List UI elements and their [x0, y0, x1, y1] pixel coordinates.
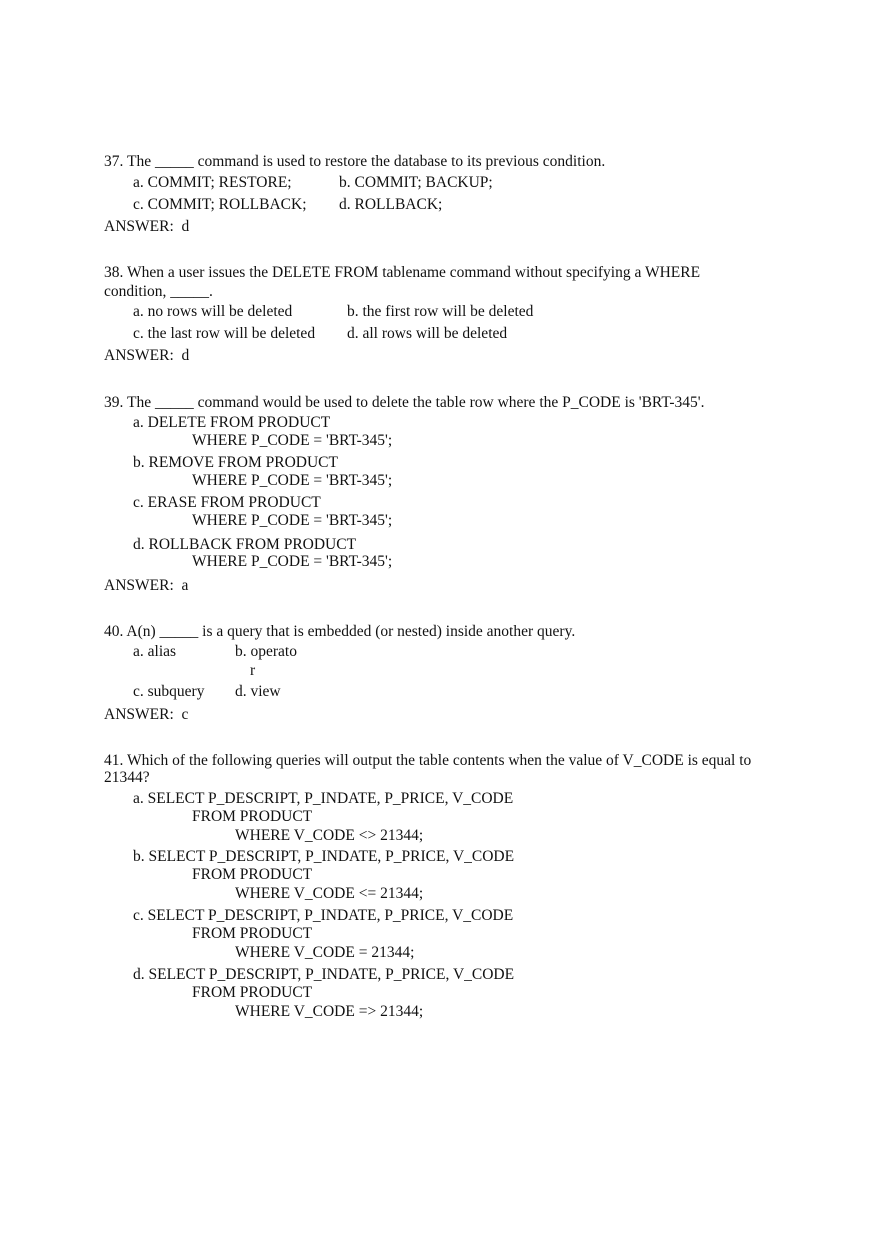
- option-c: c. ERASE FROM PRODUCT: [133, 494, 321, 511]
- option-c-where: WHERE P_CODE = 'BRT-345';: [192, 512, 393, 529]
- question-stem: 39. The _____ command would be used to delete the table row where the P_CODE is 'BRT-345'.: [104, 394, 705, 411]
- option-d: d. ROLLBACK;: [339, 196, 443, 213]
- option-b: b. operato: [235, 643, 297, 660]
- option-b-where: WHERE P_CODE = 'BRT-345';: [192, 472, 393, 489]
- option-b: b. the first row will be deleted: [347, 303, 534, 320]
- option-d: d. ROLLBACK FROM PRODUCT: [133, 536, 357, 553]
- option-c-from: FROM PRODUCT: [192, 925, 313, 942]
- option-c-where: WHERE V_CODE = 21344;: [235, 944, 415, 961]
- option-b: b. REMOVE FROM PRODUCT: [133, 454, 338, 471]
- option-b-wrap: r: [250, 662, 256, 679]
- option-c: c. subquery: [133, 683, 205, 700]
- option-d: d. SELECT P_DESCRIPT, P_INDATE, P_PRICE, V_CODE: [133, 966, 515, 983]
- answer: ANSWER: d: [104, 218, 190, 235]
- question-stem: 40. A(n) _____ is a query that is embedded (or nested) inside another query.: [104, 623, 576, 640]
- question-stem: 38. When a user issues the DELETE FROM tablename command without specifying a WHERE: [104, 264, 701, 281]
- answer: ANSWER: d: [104, 347, 190, 364]
- option-d-where: WHERE V_CODE => 21344;: [235, 1003, 424, 1020]
- answer: ANSWER: c: [104, 706, 189, 723]
- option-a-where: WHERE P_CODE = 'BRT-345';: [192, 432, 393, 449]
- option-c: c. the last row will be deleted: [133, 325, 316, 342]
- option-b: b. COMMIT; BACKUP;: [339, 174, 493, 191]
- option-d: d. view: [235, 683, 281, 700]
- option-b-where: WHERE V_CODE <= 21344;: [235, 885, 424, 902]
- option-a-from: FROM PRODUCT: [192, 808, 313, 825]
- option-a-where: WHERE V_CODE <> 21344;: [235, 827, 424, 844]
- question-stem-cont: 21344?: [104, 769, 150, 786]
- option-c: c. COMMIT; ROLLBACK;: [133, 196, 307, 213]
- option-a: a. alias: [133, 643, 177, 660]
- question-stem: 41. Which of the following queries will output the table contents when the value of V_CODE is equal to: [104, 752, 752, 769]
- option-a: a. SELECT P_DESCRIPT, P_INDATE, P_PRICE, V_CODE: [133, 790, 514, 807]
- option-b-from: FROM PRODUCT: [192, 866, 313, 883]
- option-d-where: WHERE P_CODE = 'BRT-345';: [192, 553, 393, 570]
- option-d: d. all rows will be deleted: [347, 325, 508, 342]
- option-a: a. COMMIT; RESTORE;: [133, 174, 292, 191]
- option-c: c. SELECT P_DESCRIPT, P_INDATE, P_PRICE, V_CODE: [133, 907, 514, 924]
- option-a: a. DELETE FROM PRODUCT: [133, 414, 331, 431]
- answer: ANSWER: a: [104, 577, 189, 594]
- option-d-from: FROM PRODUCT: [192, 984, 313, 1001]
- question-stem-cont: condition, _____.: [104, 283, 213, 300]
- question-stem: 37. The _____ command is used to restore the database to its previous condition.: [104, 153, 606, 170]
- option-a: a. no rows will be deleted: [133, 303, 293, 320]
- option-b: b. SELECT P_DESCRIPT, P_INDATE, P_PRICE, V_CODE: [133, 848, 515, 865]
